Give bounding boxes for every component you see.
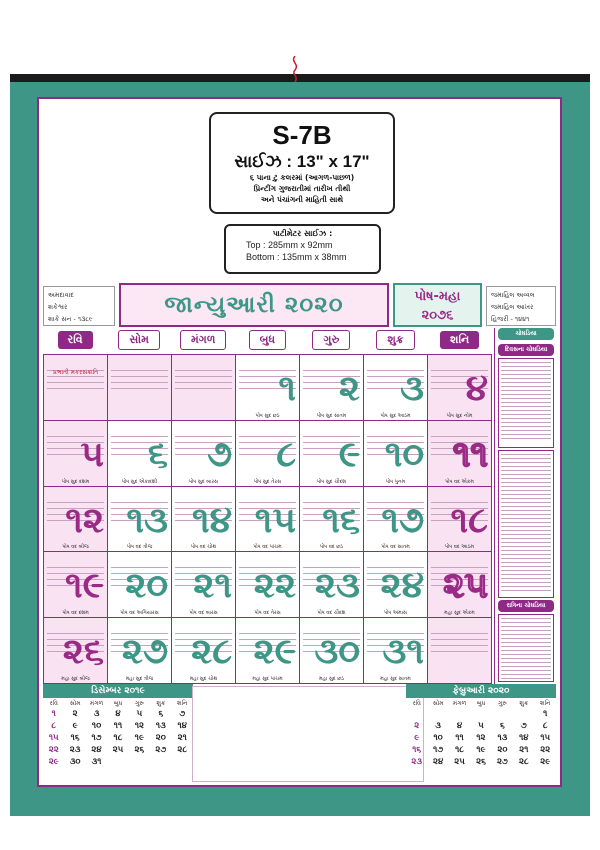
mini-day: ૩ <box>435 721 441 731</box>
calendar-day-cell <box>44 618 108 684</box>
tithi-label: પોષ વદ ચોથ <box>190 544 217 551</box>
mini-day <box>406 708 427 720</box>
mini-day <box>470 708 491 720</box>
mini-week-row <box>43 744 193 756</box>
calendar-day-cell <box>44 421 108 487</box>
hindu-year: ૨૦૭૬ <box>421 308 454 323</box>
mini-week-row <box>43 732 193 744</box>
day-number: ૧૦ <box>384 432 424 475</box>
calendar-day-cell <box>44 487 108 553</box>
mini-day: ૫ <box>478 721 484 731</box>
mini-day: ૧૪ <box>519 733 529 743</box>
mini-day: ૧૫ <box>540 733 551 743</box>
mini-weekday: શુક્ર <box>519 700 529 707</box>
era-right-line: જમાહિલ અવ્વલ <box>491 291 535 299</box>
mini-week-row <box>406 708 556 720</box>
hanger-hook-icon <box>288 56 302 82</box>
calendar-day-cell <box>172 421 236 487</box>
mini-calendar-rows <box>43 708 193 768</box>
calendar-day-cell <box>172 618 236 684</box>
mini-day: ૧૬ <box>70 733 80 743</box>
spec-box <box>209 112 395 214</box>
mini-day: ૨૪ <box>91 745 102 755</box>
tithi-label: મહા સુદ એકમ <box>444 610 475 617</box>
mini-day: ૨૦ <box>497 745 508 755</box>
calendar-day-cell <box>300 421 364 487</box>
era-left-line: અમદાવાદ <box>48 291 74 299</box>
tithi-label: પોષ પુનમ <box>385 478 406 485</box>
mini-week-row <box>43 756 193 768</box>
mini-day: ૧૧ <box>113 721 123 731</box>
day-number: ૨૪ <box>380 564 424 607</box>
weekday-sun <box>43 328 107 352</box>
calendar-day-cell <box>108 552 172 618</box>
calendar-day-cell <box>108 487 172 553</box>
day-number: ૨૫ <box>443 564 488 607</box>
day-number: ૮ <box>276 432 296 475</box>
mini-day: ૨૬ <box>134 745 145 755</box>
mini-day: ૨૯ <box>48 757 59 767</box>
month-header <box>43 283 556 327</box>
mini-calendar-title: ફેબ્રુઆરી ૨૦૨૦ <box>406 684 556 698</box>
mini-day: ૨૨ <box>48 745 59 755</box>
tithi-label: પોષ સુદ એકાદશી <box>121 478 158 485</box>
calendar-day-cell <box>364 487 428 553</box>
mini-day: ૨ <box>414 721 420 731</box>
day-number: ૧૮ <box>450 498 488 541</box>
mini-day: ૨ <box>72 709 78 719</box>
mini-day: ૯ <box>414 733 420 743</box>
paper-size-box <box>224 224 381 274</box>
choghadiya-panel <box>494 328 556 684</box>
mini-day: ૪ <box>115 709 121 719</box>
weekday-tue <box>171 328 235 352</box>
calendar-day-cell <box>364 355 428 421</box>
mini-day: ૨૨ <box>540 745 551 755</box>
mini-day: ૧૧ <box>455 733 464 743</box>
mini-week-row <box>406 756 556 768</box>
weekday-label: સોમ <box>118 330 159 350</box>
mini-weekday: ગુરુ <box>498 700 507 707</box>
calendar-day-cell <box>428 618 492 684</box>
calendar-day-cell <box>172 487 236 553</box>
mini-day: ૨૩ <box>69 745 81 755</box>
tithi-label: પોષ સુદ તેરસ <box>253 478 282 485</box>
tithi-label: પોષ સુદ સાતમ <box>316 412 347 419</box>
mini-weekday: મંગળ <box>89 700 104 707</box>
calendar-day-cell <box>428 552 492 618</box>
weekday-sat <box>428 328 492 352</box>
hindu-month <box>393 283 482 327</box>
month-title: જાન્યુઆરી ૨૦૨૦ <box>119 283 389 327</box>
calendar-day-cell <box>300 552 364 618</box>
mini-day: ૧૦ <box>91 721 102 731</box>
mini-weekday: ગુરુ <box>135 700 144 707</box>
tithi-label: મહા સુદ ત્રીજ <box>125 676 154 682</box>
day-number: ૧૨ <box>65 498 104 541</box>
mini-day: ૧૮ <box>113 733 123 743</box>
mini-day: ૧૩ <box>497 733 508 743</box>
tithi-label: પોષ સુદ દશમ <box>61 478 90 485</box>
day-number: ૬ <box>147 432 168 475</box>
tithi-label: પોષ વદ પાંચમ <box>253 544 282 551</box>
mini-calendar-weekdays <box>43 700 193 708</box>
calendar-day-cell <box>44 355 108 421</box>
day-number: ૨૨ <box>253 564 296 607</box>
mini-day: ૨૭ <box>496 757 508 767</box>
mini-day: ૧ <box>51 709 56 719</box>
day-number: ૨૩ <box>314 564 360 607</box>
weekday-label: મંગળ <box>180 330 226 350</box>
day-number: ૯ <box>338 432 360 475</box>
mini-day: ૧૭ <box>91 733 102 743</box>
weekday-label: શનિ <box>440 331 479 349</box>
tithi-label: પોષ વદ આઠમ <box>444 544 475 551</box>
product-code: S-7B <box>272 120 332 150</box>
tithi-label: પોષ અમાસ <box>384 610 407 617</box>
mini-weekday: સોમ <box>69 700 81 707</box>
mini-day: ૬ <box>158 709 164 719</box>
mini-day: ૫ <box>136 709 143 719</box>
mini-day <box>107 756 128 768</box>
festival-notes <box>498 450 554 598</box>
tithi-label: પોષ સુદ છઠ <box>255 412 280 419</box>
paper-size-bottom: Bottom : 135mm x 38mm <box>246 252 347 262</box>
mini-weekday: શનિ <box>540 700 551 707</box>
mini-day: ૧૨ <box>134 721 144 731</box>
mini-week-row <box>406 732 556 744</box>
weekday-label: ગુરુ <box>312 330 350 350</box>
era-right <box>486 286 556 326</box>
mini-weekday: મંગળ <box>452 700 467 707</box>
mini-week-row <box>406 720 556 732</box>
calendar-day-cell <box>428 355 492 421</box>
mini-day: ૮ <box>542 721 548 731</box>
calendar-day-cell <box>236 552 300 618</box>
day-choghadiya-title: દિવસના ચોઘડિયા <box>498 344 554 356</box>
mini-day: ૩૦ <box>69 757 81 767</box>
mini-day: ૧૯ <box>476 745 486 755</box>
mini-calendar-december <box>43 684 193 782</box>
mini-day: ૧૩ <box>155 721 166 731</box>
era-left <box>43 286 115 326</box>
weekday-mon <box>107 328 171 352</box>
mini-day: ૧ <box>543 709 548 719</box>
mini-day <box>427 708 448 720</box>
calendar-day-cell <box>428 487 492 553</box>
calendar-day-cell <box>108 618 172 684</box>
panchang-lines <box>175 365 232 389</box>
spec-line-1: ૬ પાના ટુ કલરમાં (આગળ-પાછળ) <box>249 173 355 182</box>
tithi-label: પોષ વદ તેરસ <box>254 610 281 617</box>
mini-weekday: બુધ <box>113 700 123 707</box>
mini-week-row <box>406 744 556 756</box>
day-number: ૨૮ <box>191 630 232 673</box>
night-choghadiya-table <box>498 614 554 682</box>
weekday-wed <box>235 328 299 352</box>
spec-line-2: પ્રિન્ટીંગ ગુજરાતીમાં તારીખ તીથી <box>253 184 351 193</box>
day-number: ૧૯ <box>65 564 104 607</box>
day-number: ૫ <box>80 432 104 475</box>
day-number: ૨૦ <box>125 564 168 607</box>
tithi-label: પોષ વદ અગિયારસ <box>120 610 159 617</box>
tithi-label: પોષ વદ ચૌદશ <box>317 610 346 617</box>
era-left-line: શાકે સન - ૧૩૮૯ <box>48 315 93 323</box>
day-number: ૧૬ <box>322 498 360 541</box>
mini-day: ૨૯ <box>540 757 551 767</box>
mini-day <box>513 708 534 720</box>
mini-day: ૧૪ <box>177 721 187 731</box>
mini-day: ૪ <box>456 721 463 731</box>
calendar-day-cell <box>364 421 428 487</box>
mini-day: ૩ <box>93 709 100 719</box>
mini-calendar-title: ડિસેમ્બર ૨૦૧૯ <box>43 684 193 698</box>
weekday-fri <box>363 328 427 352</box>
day-number: ૭ <box>206 432 232 475</box>
mini-weekday: રવિ <box>412 700 421 707</box>
mini-day: ૧૯ <box>134 733 144 743</box>
mini-day: ૧૮ <box>455 745 464 755</box>
day-number: ૧૧ <box>452 432 488 475</box>
calendar-day-cell <box>108 355 172 421</box>
era-left-line: શકેશ્વર <box>48 303 68 311</box>
weekday-header <box>43 328 492 352</box>
calendar-day-cell <box>108 421 172 487</box>
weekday-label: બુધ <box>249 330 286 350</box>
calendar-day-cell <box>236 421 300 487</box>
day-number: ૧૩ <box>126 498 168 541</box>
day-number: ૪ <box>465 367 488 409</box>
mini-week-row <box>43 708 193 720</box>
mini-day: ૮ <box>51 721 57 731</box>
product-size: સાઈઝ : 13" x 17" <box>234 152 370 171</box>
mini-day: ૨૪ <box>433 757 444 767</box>
tithi-label: પોષ વદ બીજ <box>62 544 89 551</box>
mini-calendar-weekdays <box>406 700 556 708</box>
mini-day <box>492 708 513 720</box>
mini-day: ૧૬ <box>412 745 422 755</box>
tithi-label: પોષ સુદ નોમ <box>446 412 473 419</box>
day-number: ૨૬ <box>62 630 104 673</box>
mini-weekday: સોમ <box>432 700 444 707</box>
mini-day <box>129 756 150 768</box>
mini-day: ૯ <box>72 721 78 731</box>
tithi-label: પોષ વદ છઠ <box>319 544 344 551</box>
calendar-day-cell <box>236 487 300 553</box>
day-number: ૨૭ <box>121 630 168 673</box>
weekday-thu <box>299 328 363 352</box>
festival-label: પ્રભાતી મકરસંક્રાતિ <box>52 369 99 376</box>
mini-day: ૨૮ <box>177 745 188 755</box>
mini-day: ૧૫ <box>48 733 59 743</box>
panchang-lines <box>111 365 168 389</box>
mini-day: ૨૬ <box>476 757 486 767</box>
day-number: ૧૭ <box>381 498 424 541</box>
mini-day: ૨૩ <box>411 757 423 767</box>
tithi-label: પોષ સુદ આઠમ <box>380 412 411 419</box>
tithi-label: પોષ વદ બારસ <box>189 610 218 617</box>
tithi-label: પોષ વદ સાતમ <box>381 544 410 551</box>
mini-week-row <box>43 720 193 732</box>
calendar-day-cell <box>172 552 236 618</box>
mini-day: ૭ <box>179 709 186 719</box>
calendar-day-cell <box>236 355 300 421</box>
choghadiya-title: ચોઘડિયા <box>498 328 554 340</box>
mini-calendar-february <box>406 684 556 782</box>
calendar-day-cell <box>300 487 364 553</box>
calendar-day-cell <box>236 618 300 684</box>
mini-calendar-rows <box>406 708 556 768</box>
day-number: ૧ <box>278 367 296 409</box>
day-number: ૨૯ <box>253 630 296 673</box>
day-number: ૧૫ <box>254 498 296 541</box>
calendar-day-cell <box>300 355 364 421</box>
mini-day: ૨૦ <box>155 733 166 743</box>
tithi-label: પોષ વદ દશમ <box>62 610 89 617</box>
mini-day: ૨૧ <box>177 733 187 743</box>
era-right-line: જમાહિલ આખર <box>491 303 534 311</box>
tithi-label: મહા સુદ બીજ <box>61 676 90 682</box>
mini-day: ૨૧ <box>519 745 529 755</box>
tithi-label: મહા સુદ ચોથ <box>189 676 218 682</box>
tithi-label: પોષ વદ એકમ <box>445 478 474 485</box>
tithi-label: મહા સુદ પાંચમ <box>252 676 283 682</box>
day-choghadiya-table <box>498 358 554 448</box>
mini-day: ૧૨ <box>476 733 486 743</box>
paper-size-title: પાટીમેટર સાઈઝ : <box>272 229 333 238</box>
weekday-label: શુક્ર <box>376 330 414 350</box>
day-number: ૩૧ <box>382 630 424 673</box>
day-number: ૩ <box>400 367 424 409</box>
tithi-label: પોષ સુદ બારસ <box>188 478 219 485</box>
bottom-notes-area <box>192 686 424 782</box>
mini-day: ૨૫ <box>454 757 465 767</box>
tithi-label: પોષ વદ ત્રીજ <box>126 544 153 551</box>
day-number: ૩૦ <box>314 630 360 673</box>
calendar-day-cell <box>428 421 492 487</box>
panchang-lines <box>431 628 488 652</box>
mini-day: ૨૭ <box>155 745 167 755</box>
mini-day <box>449 708 470 720</box>
tithi-label: મહા સુદ સાતમ <box>380 676 411 682</box>
night-choghadiya-title: રાત્રિના ચોઘડિયા <box>498 600 554 612</box>
mini-day: ૭ <box>520 721 527 731</box>
calendar-day-cell <box>364 618 428 684</box>
mini-weekday: શુક્ર <box>156 700 166 707</box>
spec-line-3: અને પંચાંગની માહિતી સાથે <box>260 195 344 204</box>
mini-day: ૬ <box>500 721 505 731</box>
calendar-day-cell <box>300 618 364 684</box>
tithi-label: પોષ સુદ ચૌદશ <box>316 478 347 485</box>
mini-day: ૧૭ <box>433 745 444 755</box>
mini-day <box>150 756 171 768</box>
day-number: ૨૧ <box>193 564 232 607</box>
day-number: ૧૪ <box>192 498 232 541</box>
mini-day <box>172 756 193 768</box>
hindu-month-name: પોષ-મહા <box>414 289 461 304</box>
paper-size-top: Top : 285mm x 92mm <box>246 240 333 250</box>
mini-weekday: રવિ <box>49 700 58 707</box>
calendar-grid <box>43 354 492 684</box>
weekday-label: રવિ <box>58 331 93 349</box>
calendar-day-cell <box>172 355 236 421</box>
mini-day: ૨૫ <box>112 745 124 755</box>
mini-day: ૨૮ <box>518 757 529 767</box>
mini-day: ૩૧ <box>91 757 102 767</box>
calendar-day-cell <box>364 552 428 618</box>
mini-weekday: બુધ <box>476 700 486 707</box>
mini-day: ૧૦ <box>433 733 443 743</box>
calendar-day-cell <box>44 552 108 618</box>
mini-weekday: શનિ <box>177 700 188 707</box>
day-number: ૨ <box>338 367 360 409</box>
era-right-line: હિજરી - ૧૪૪૧ <box>491 315 530 323</box>
tithi-label: મહા સુદ છઠ <box>318 676 345 682</box>
